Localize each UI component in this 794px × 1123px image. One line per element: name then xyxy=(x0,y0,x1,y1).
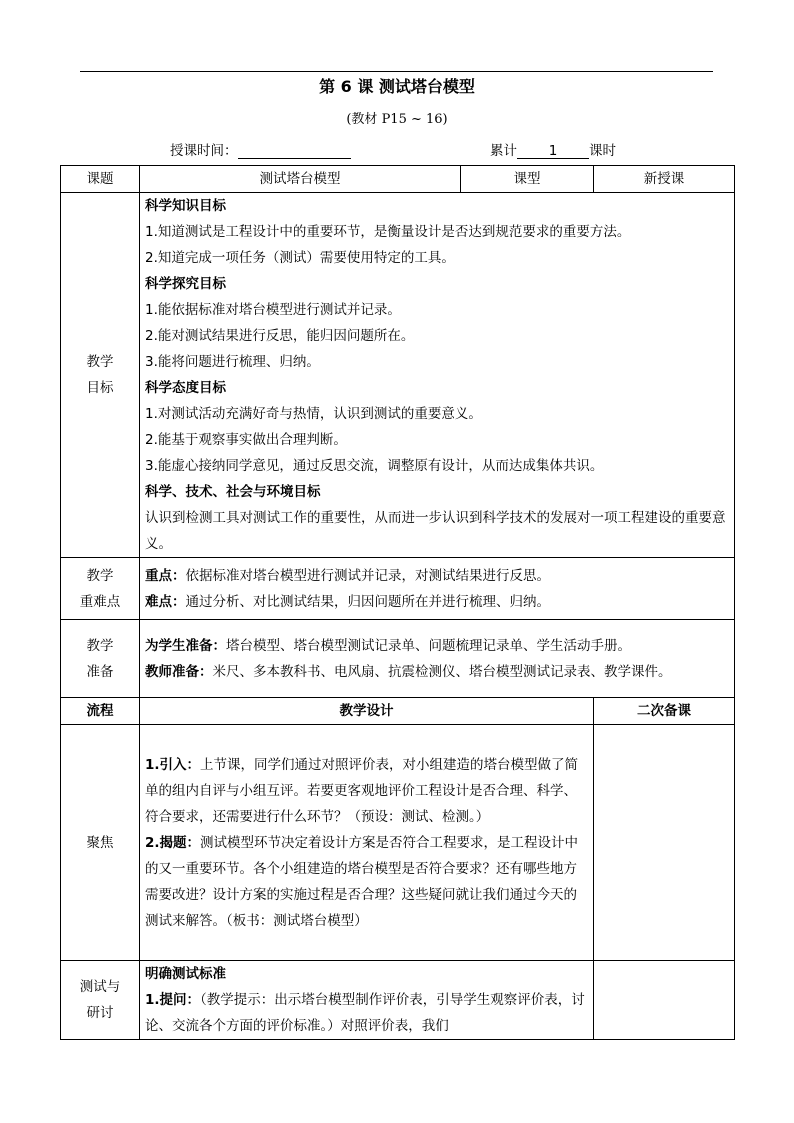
key-points-label: 教学 重难点 xyxy=(61,558,140,620)
period-label: 课时 xyxy=(589,143,616,159)
objective-item: 3.能将问题进行梳理、归纳。 xyxy=(145,354,320,370)
test-heading: 明确测试标准 xyxy=(145,966,226,982)
objectives-label: 教学 目标 xyxy=(61,193,140,558)
revision-header: 二次备课 xyxy=(594,698,735,725)
objective-item: 2.能基于观察事实做出合理判断。 xyxy=(145,432,347,448)
cumulative-value: 1 xyxy=(517,141,589,159)
preparation-content xyxy=(140,620,735,698)
focus-revision-cell xyxy=(594,725,735,961)
objective-item: 认识到检测工具对测试工作的重要性，从而进一步认识到科学技术的发展对一项工程建设的重要意义。 xyxy=(145,510,726,552)
test-stage-content xyxy=(140,961,594,1040)
page-title: 第 6 课 测试塔台模型 xyxy=(319,77,475,96)
topic-row xyxy=(61,166,735,193)
flow-header: 流程 xyxy=(61,698,140,725)
student-preparation: 为学生准备：塔台模型、塔台模型测试记录单、问题梳理记录单、学生活动手册。 xyxy=(145,637,631,654)
intro-step: 1.引入：上节课，同学们通过对照评价表，对小组建造的塔台模型做了简单的组内自评与小组互评。若要更客观地评价工程设计是否合理、科学、符合要求，还需要进行什么环节？（预设：测试、检测。） xyxy=(145,756,579,825)
teaching-time-blank xyxy=(238,141,351,159)
preparation-label: 教学 准备 xyxy=(61,620,140,698)
difficulty-point: 难点：通过分析、对比测试结果，归因问题所在并进行梳理、归纳。 xyxy=(145,593,550,610)
objective-heading: 科学探究目标 xyxy=(145,276,226,292)
objective-item: 2.知道完成一项任务（测试）需要使用特定的工具。 xyxy=(145,250,455,266)
topic-label: 课题 xyxy=(61,166,140,193)
teaching-time xyxy=(170,141,351,161)
objective-heading: 科学知识目标 xyxy=(145,198,226,214)
test-stage-label: 测试与 研讨 xyxy=(61,961,140,1040)
process-header-row xyxy=(61,698,735,725)
top-rule xyxy=(80,71,713,72)
lesson-plan-table xyxy=(60,165,735,1040)
objective-item: 2.能对测试结果进行反思，能归因问题所在。 xyxy=(145,328,415,344)
objectives-content xyxy=(140,193,735,558)
objective-item: 1.知道测试是工程设计中的重要环节，是衡量设计是否达到规范要求的重要方法。 xyxy=(145,224,631,240)
test-revision-cell xyxy=(594,961,735,1040)
cumulative-periods xyxy=(490,141,616,161)
teacher-preparation: 教师准备：米尺、多本教科书、电风扇、抗震检测仪、塔台模型测试记录表、教学课件。 xyxy=(145,663,672,680)
objectives-row xyxy=(61,193,735,558)
objective-item: 1.对测试活动充满好奇与热情，认识到测试的重要意义。 xyxy=(145,406,482,422)
preparation-row xyxy=(61,620,735,698)
focus-stage-label: 聚焦 xyxy=(61,725,140,961)
focus-stage-content xyxy=(140,725,594,961)
topic-value: 测试塔台模型 xyxy=(140,166,461,193)
cumulative-label: 累计 xyxy=(490,143,517,159)
question-step: 1.提问：（教学提示：出示塔台模型制作评价表，引导学生观察评价表，讨论、交流各个方面的评价标准。）对照评价表，我们 xyxy=(145,992,585,1034)
key-points-content xyxy=(140,558,735,620)
focus-point: 重点：依据标准对塔台模型进行测试并记录，对测试结果进行反思。 xyxy=(145,567,550,584)
teaching-time-label: 授课时间： xyxy=(170,143,238,159)
objective-item: 1.能依据标准对塔台模型进行测试并记录。 xyxy=(145,302,401,318)
test-row xyxy=(61,961,735,1040)
key-points-row xyxy=(61,558,735,620)
objective-item: 3.能虚心接纳同学意见，通过反思交流，调整原有设计，从而达成集体共识。 xyxy=(145,458,604,474)
objective-heading: 科学、技术、社会与环境目标 xyxy=(145,484,321,500)
reveal-step: 2.揭题：测试模型环节决定着设计方案是否符合工程要求，是工程设计中的又一重要环节。各个小组建造的塔台模型是否符合要求？还有哪些地方需要改进？设计方案的实施过程是否合理？这些疑问就让我们通过今天的测试来解答。（板书：测试塔台模型） xyxy=(145,834,579,929)
objective-heading: 科学态度目标 xyxy=(145,380,226,396)
design-header: 教学设计 xyxy=(140,698,594,725)
type-label: 课型 xyxy=(461,166,594,193)
textbook-reference: (教材 P15 ~ 16) xyxy=(346,112,448,127)
focus-row xyxy=(61,725,735,961)
type-value: 新授课 xyxy=(594,166,735,193)
